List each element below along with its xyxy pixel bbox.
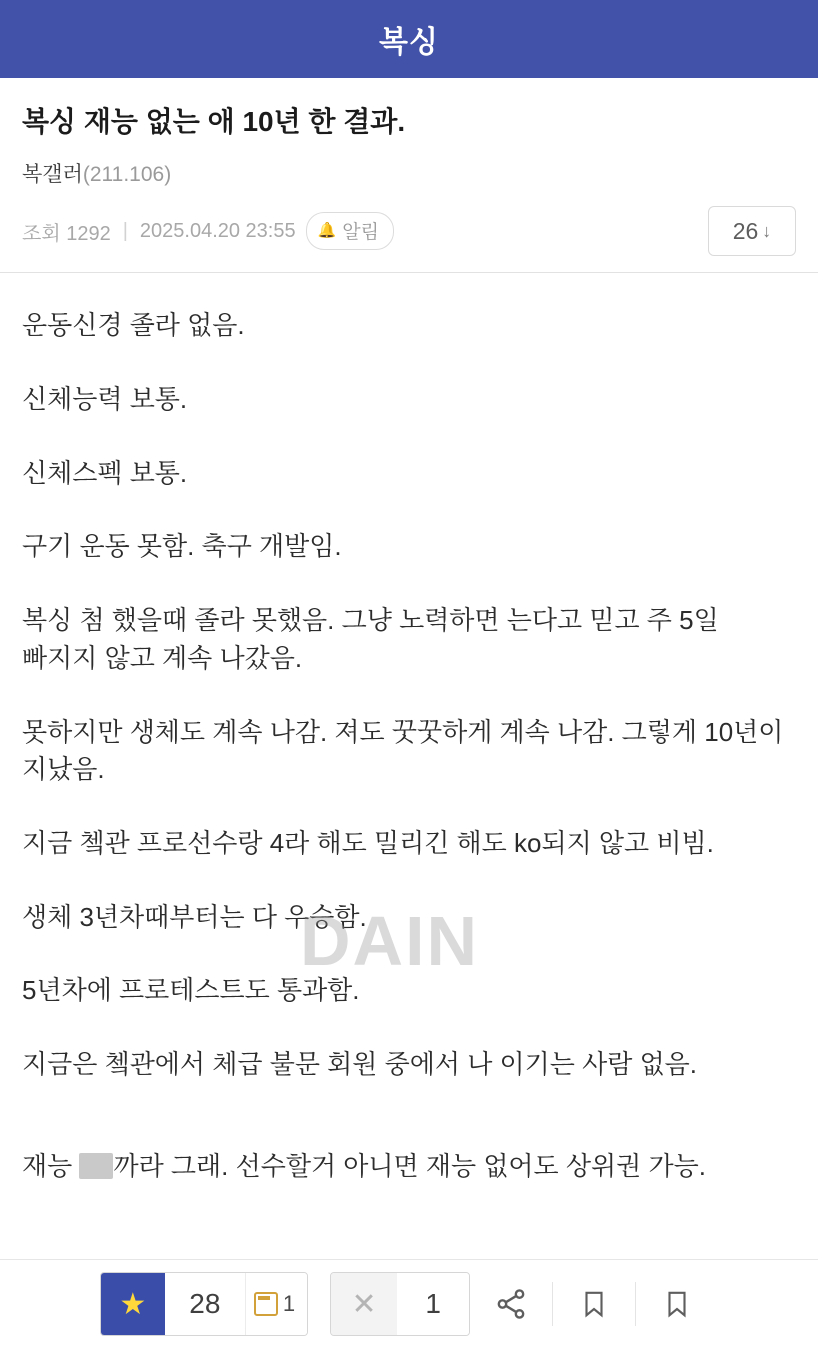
- fixed-vote-icon: [254, 1292, 278, 1316]
- author-ip: (211.106): [82, 163, 172, 187]
- post-paragraph: 운동신경 졸라 없음.: [22, 310, 245, 341]
- share-icon: [494, 1287, 528, 1321]
- alarm-button[interactable]: [306, 212, 394, 250]
- fixed-vote-count: 1: [282, 1291, 296, 1316]
- fixed-vote-group[interactable]: [245, 1273, 307, 1335]
- page-title: 복싱: [379, 26, 439, 59]
- censored-text-post: 까라 그래. 선수할거 아니면 재능 없어도 상위권 가능.: [113, 1150, 706, 1181]
- post-paragraph-censored: [22, 1148, 796, 1186]
- post-paragraph: 못하지만 생체도 계속 나감. 져도 꿋꿋하게 계속 나감. 그렇게 10년이 지났음.: [22, 716, 784, 785]
- alarm-label: 알림: [342, 222, 380, 244]
- post-header: [0, 78, 818, 273]
- post-paragraph: 구기 운동 못함. 축구 개발임.: [22, 531, 342, 562]
- downvote-group[interactable]: [330, 1272, 470, 1336]
- post-body: [0, 273, 818, 1185]
- post-date: 2025.04.20 23:55: [139, 219, 296, 242]
- bookmark-outline-icon: [662, 1287, 692, 1321]
- upvote-count: 28: [165, 1273, 245, 1335]
- share-button[interactable]: [470, 1273, 552, 1335]
- author-line: [22, 158, 796, 188]
- post-paragraph: 생체 3년차때부터는 다 우승함.: [22, 901, 367, 932]
- app-header: [0, 0, 818, 78]
- censored-text-pre: 재능: [22, 1150, 80, 1181]
- chevron-down-icon: ↓: [762, 220, 772, 241]
- post-paragraph: 신체스펙 보통.: [22, 457, 188, 488]
- post-paragraph: 지금은 쳌관에서 체급 불문 회원 중에서 나 이기는 사람 없음.: [22, 1048, 698, 1079]
- post-paragraph: 복싱 첨 했을때 졸라 못했음. 그냥 노력하면 는다고 믿고 주 5일 빠지지 않고 계속 나갔음.: [22, 605, 719, 673]
- watermark: DAIN: [300, 902, 480, 981]
- star-icon[interactable]: ★: [101, 1273, 165, 1335]
- author-name[interactable]: 복갤러: [22, 163, 83, 187]
- post-paragraph: 신체능력 보통.: [22, 384, 188, 415]
- downvote-count: 1: [397, 1273, 469, 1335]
- bell-icon: 🔔: [317, 222, 337, 240]
- view-count: 조회 1292: [22, 222, 111, 245]
- bookmark-icon: [579, 1287, 609, 1321]
- close-icon[interactable]: ✕: [331, 1273, 397, 1335]
- meta-divider: |: [122, 219, 128, 242]
- bookmark-secondary-button[interactable]: [636, 1273, 718, 1335]
- post-title: 복싱 재능 없는 애 10년 한 결과.: [22, 106, 406, 137]
- bookmark-button[interactable]: [553, 1273, 635, 1335]
- comment-count-button[interactable]: [708, 206, 796, 256]
- post-meta-left: [22, 212, 394, 250]
- redaction-block: [79, 1153, 113, 1179]
- comment-count: 26: [732, 217, 759, 244]
- post-action-bar: [0, 1259, 818, 1348]
- post-paragraph: 5년차에 프로테스트도 통과함.: [22, 975, 360, 1006]
- upvote-group[interactable]: [100, 1272, 308, 1336]
- post-meta-row: [22, 206, 796, 256]
- post-paragraph: 지금 쳌관 프로선수랑 4라 해도 밀리긴 해도 ko되지 않고 비빔.: [22, 827, 714, 858]
